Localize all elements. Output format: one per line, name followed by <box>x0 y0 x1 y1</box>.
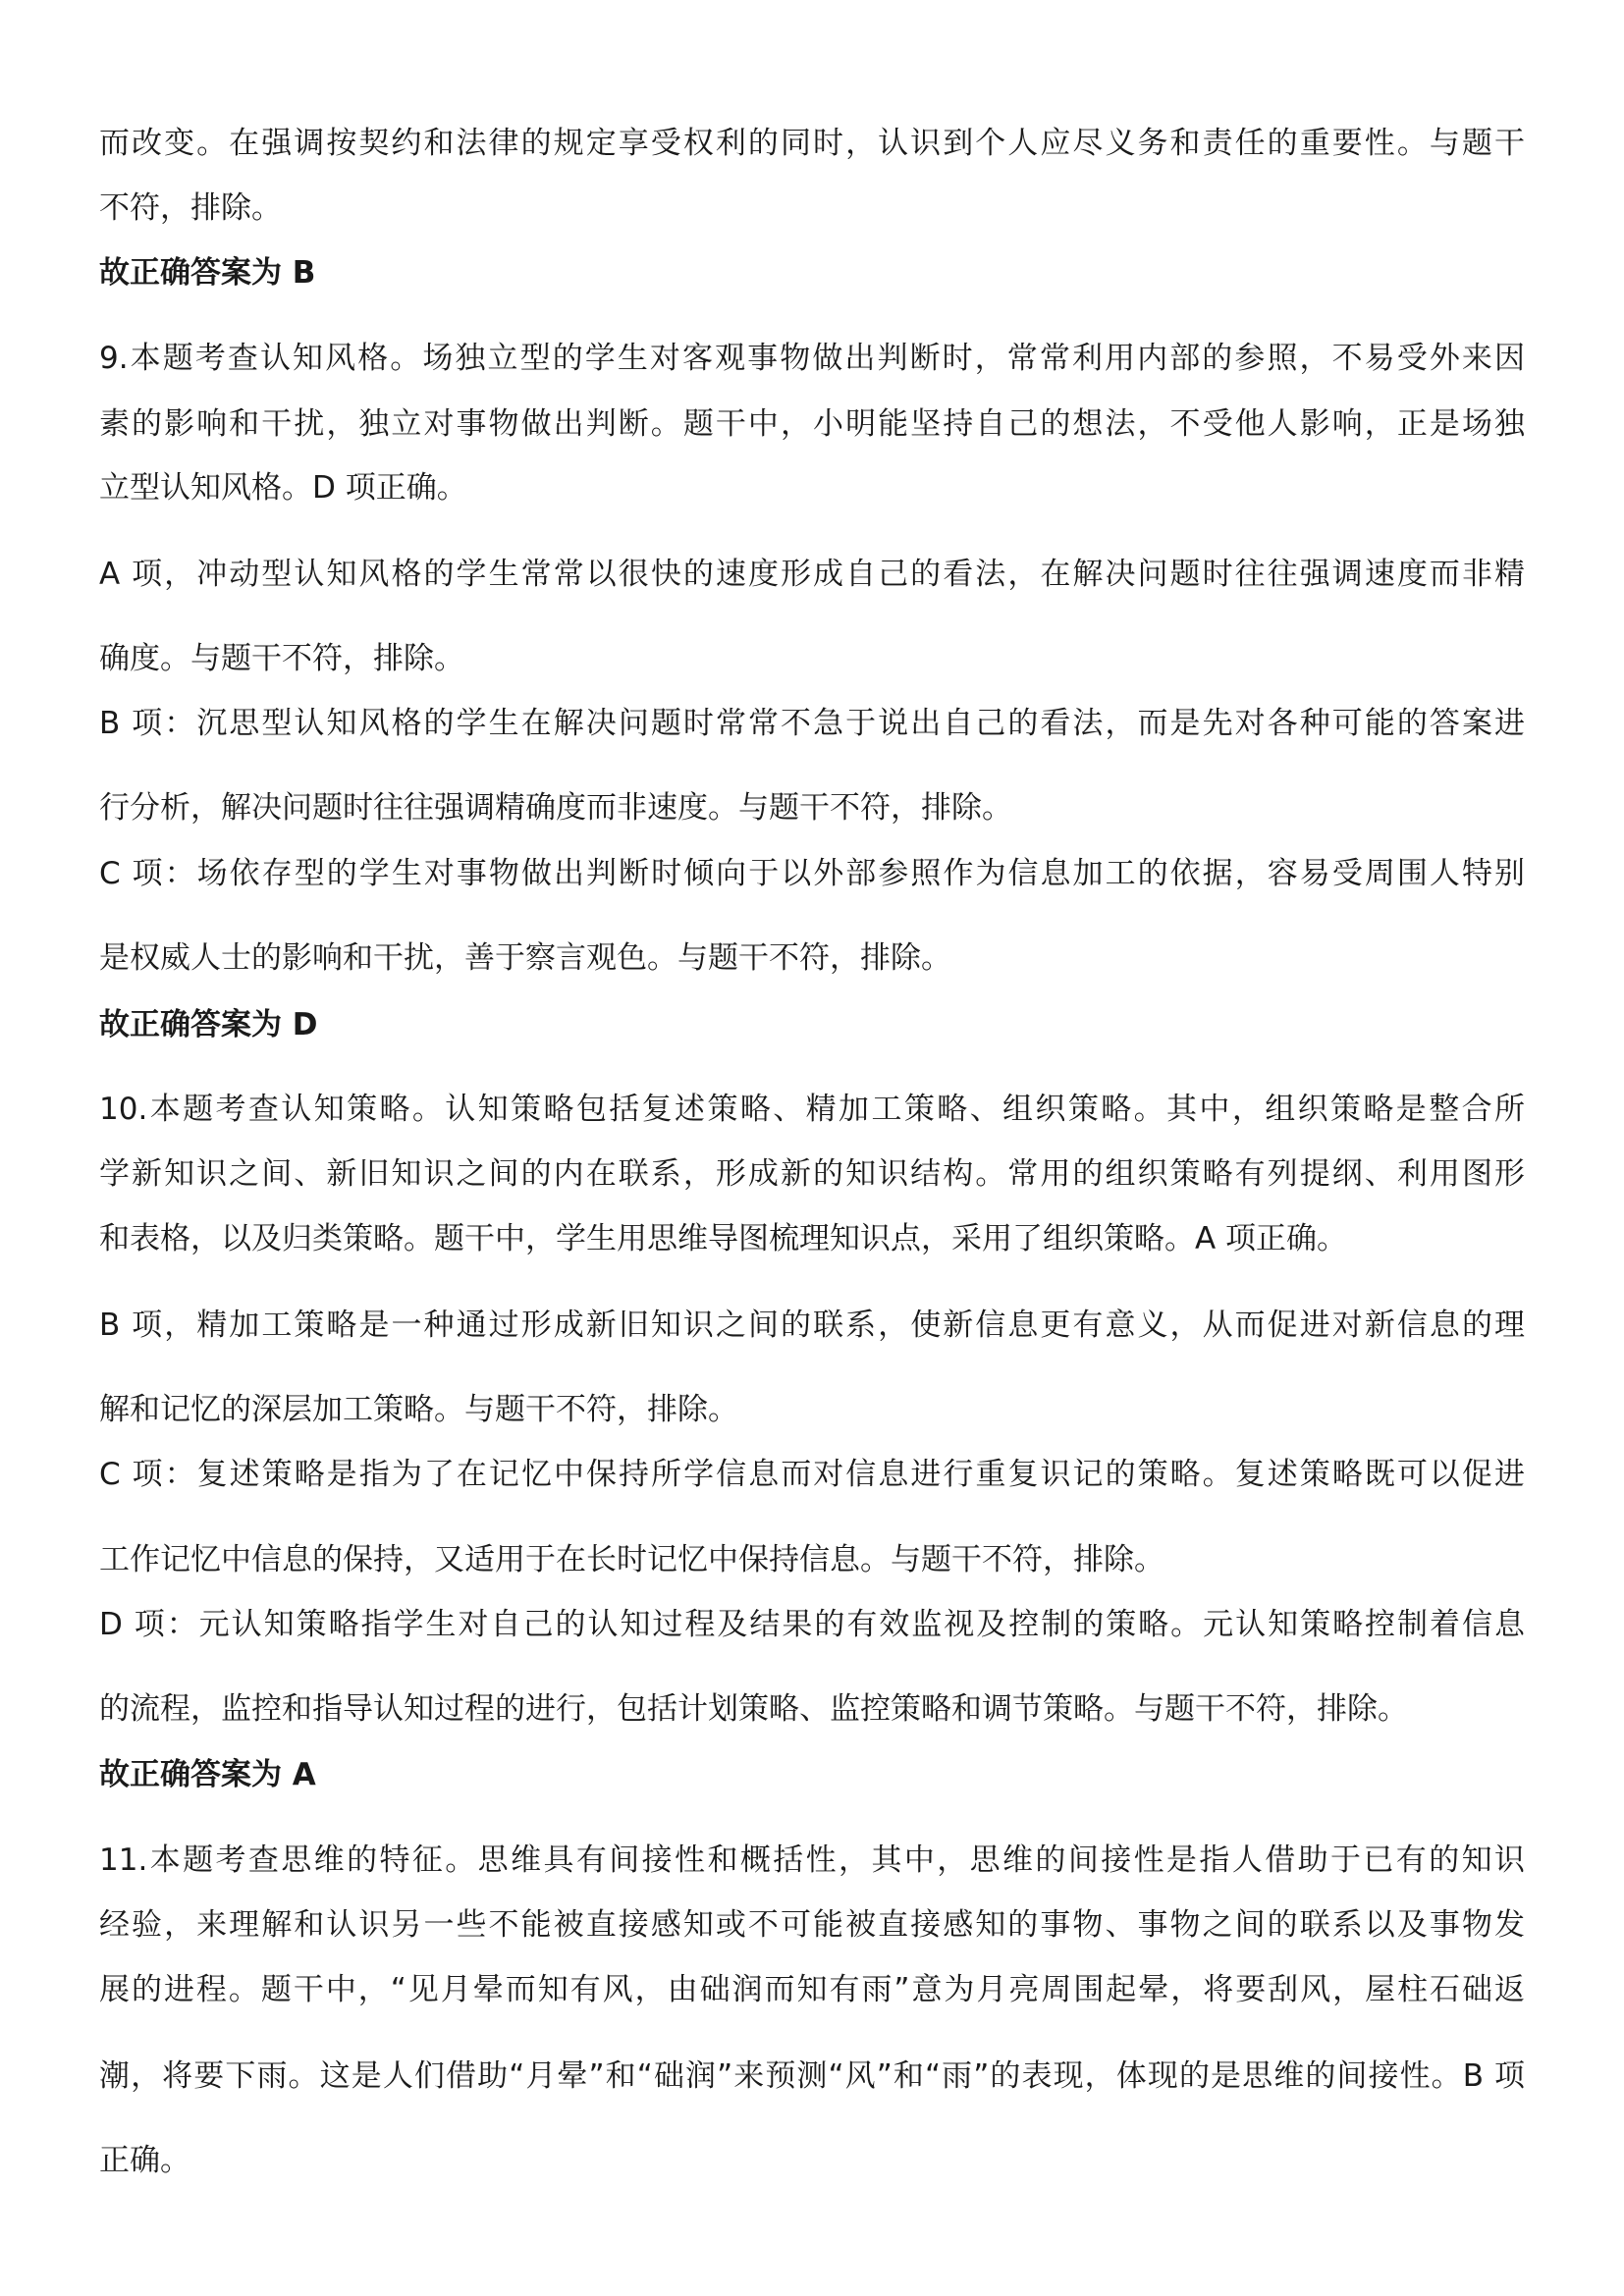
text-line: 而改变。在强调按契约和法律的规定享受权利的同时，认识到个人应尽义务和责任的重要性。与题干 <box>99 126 1525 161</box>
text-line: 行分析，解决问题时往往强调精确度而非速度。与题干不符，排除。 <box>99 790 1012 826</box>
answer-line: 故正确答案为 D <box>99 1007 318 1042</box>
text-line: 工作记忆中信息的保持，又适用于在长时记忆中保持信息。与题干不符，排除。 <box>99 1542 1164 1577</box>
text-line: A 项，冲动型认知风格的学生常常以很快的速度形成自己的看法，在解决问题时往往强调速度而非精 <box>99 557 1525 592</box>
text-line: 正确。 <box>99 2143 190 2178</box>
text-line: C 项：场依存型的学生对事物做出判断时倾向于以外部参照作为信息加工的依据，容易受周围人特别 <box>99 856 1525 891</box>
text-line: B 项，精加工策略是一种通过形成新旧知识之间的联系，使新信息更有意义，从而促进对新信息的理 <box>99 1308 1525 1343</box>
text-line: 的流程，监控和指导认知过程的进行，包括计划策略、监控策略和调节策略。与题干不符，排除。 <box>99 1691 1408 1727</box>
text-line: 和表格，以及归类策略。题干中，学生用思维导图梳理知识点，采用了组织策略。A 项正确。 <box>99 1221 1348 1256</box>
text-line: 学新知识之间、新旧知识之间的内在联系，形成新的知识结构。常用的组织策略有列提纲、利用图形 <box>99 1156 1525 1192</box>
answer-line: 故正确答案为 A <box>99 1757 316 1792</box>
text-line: 9.本题考查认知风格。场独立型的学生对客观事物做出判断时，常常利用内部的参照，不易受外来因 <box>99 341 1525 376</box>
answer-line: 故正确答案为 B <box>99 255 316 291</box>
text-line: 解和记忆的深层加工策略。与题干不符，排除。 <box>99 1392 738 1427</box>
text-line: 是权威人士的影响和干扰，善于察言观色。与题干不符，排除。 <box>99 940 951 976</box>
text-line: 不符，排除。 <box>99 190 282 226</box>
text-line: 素的影响和干扰，独立对事物做出判断。题干中，小明能坚持自己的想法，不受他人影响，正是场独 <box>99 406 1525 442</box>
text-line: C 项：复述策略是指为了在记忆中保持所学信息而对信息进行重复识记的策略。复述策略既可以促进 <box>99 1457 1525 1492</box>
text-line: B 项：沉思型认知风格的学生在解决问题时常常不急于说出自己的看法，而是先对各种可能的答案进 <box>99 706 1525 741</box>
text-line: 11.本题考查思维的特征。思维具有间接性和概括性，其中，思维的间接性是指人借助于已有的知识 <box>99 1842 1525 1878</box>
text-line: 潮，将要下雨。这是人们借助“月晕”和“础润”来预测“风”和“雨”的表现，体现的是思维的间接性。B 项 <box>99 2058 1525 2094</box>
text-line: 展的进程。题干中，“见月晕而知有风，由础润而知有雨”意为月亮周围起晕，将要刮风，屋柱石础返 <box>99 1972 1525 2007</box>
text-line: 10.本题考查认知策略。认知策略包括复述策略、精加工策略、组织策略。其中，组织策略是整合所 <box>99 1092 1525 1127</box>
text-line: 确度。与题干不符，排除。 <box>99 641 464 676</box>
text-line: 立型认知风格。D 项正确。 <box>99 470 467 506</box>
text-line: 经验，来理解和认识另一些不能被直接感知或不可能被直接感知的事物、事物之间的联系以及事物发 <box>99 1907 1525 1943</box>
text-line: D 项：元认知策略指学生对自己的认知过程及结果的有效监视及控制的策略。元认知策略控制着信息 <box>99 1607 1525 1642</box>
